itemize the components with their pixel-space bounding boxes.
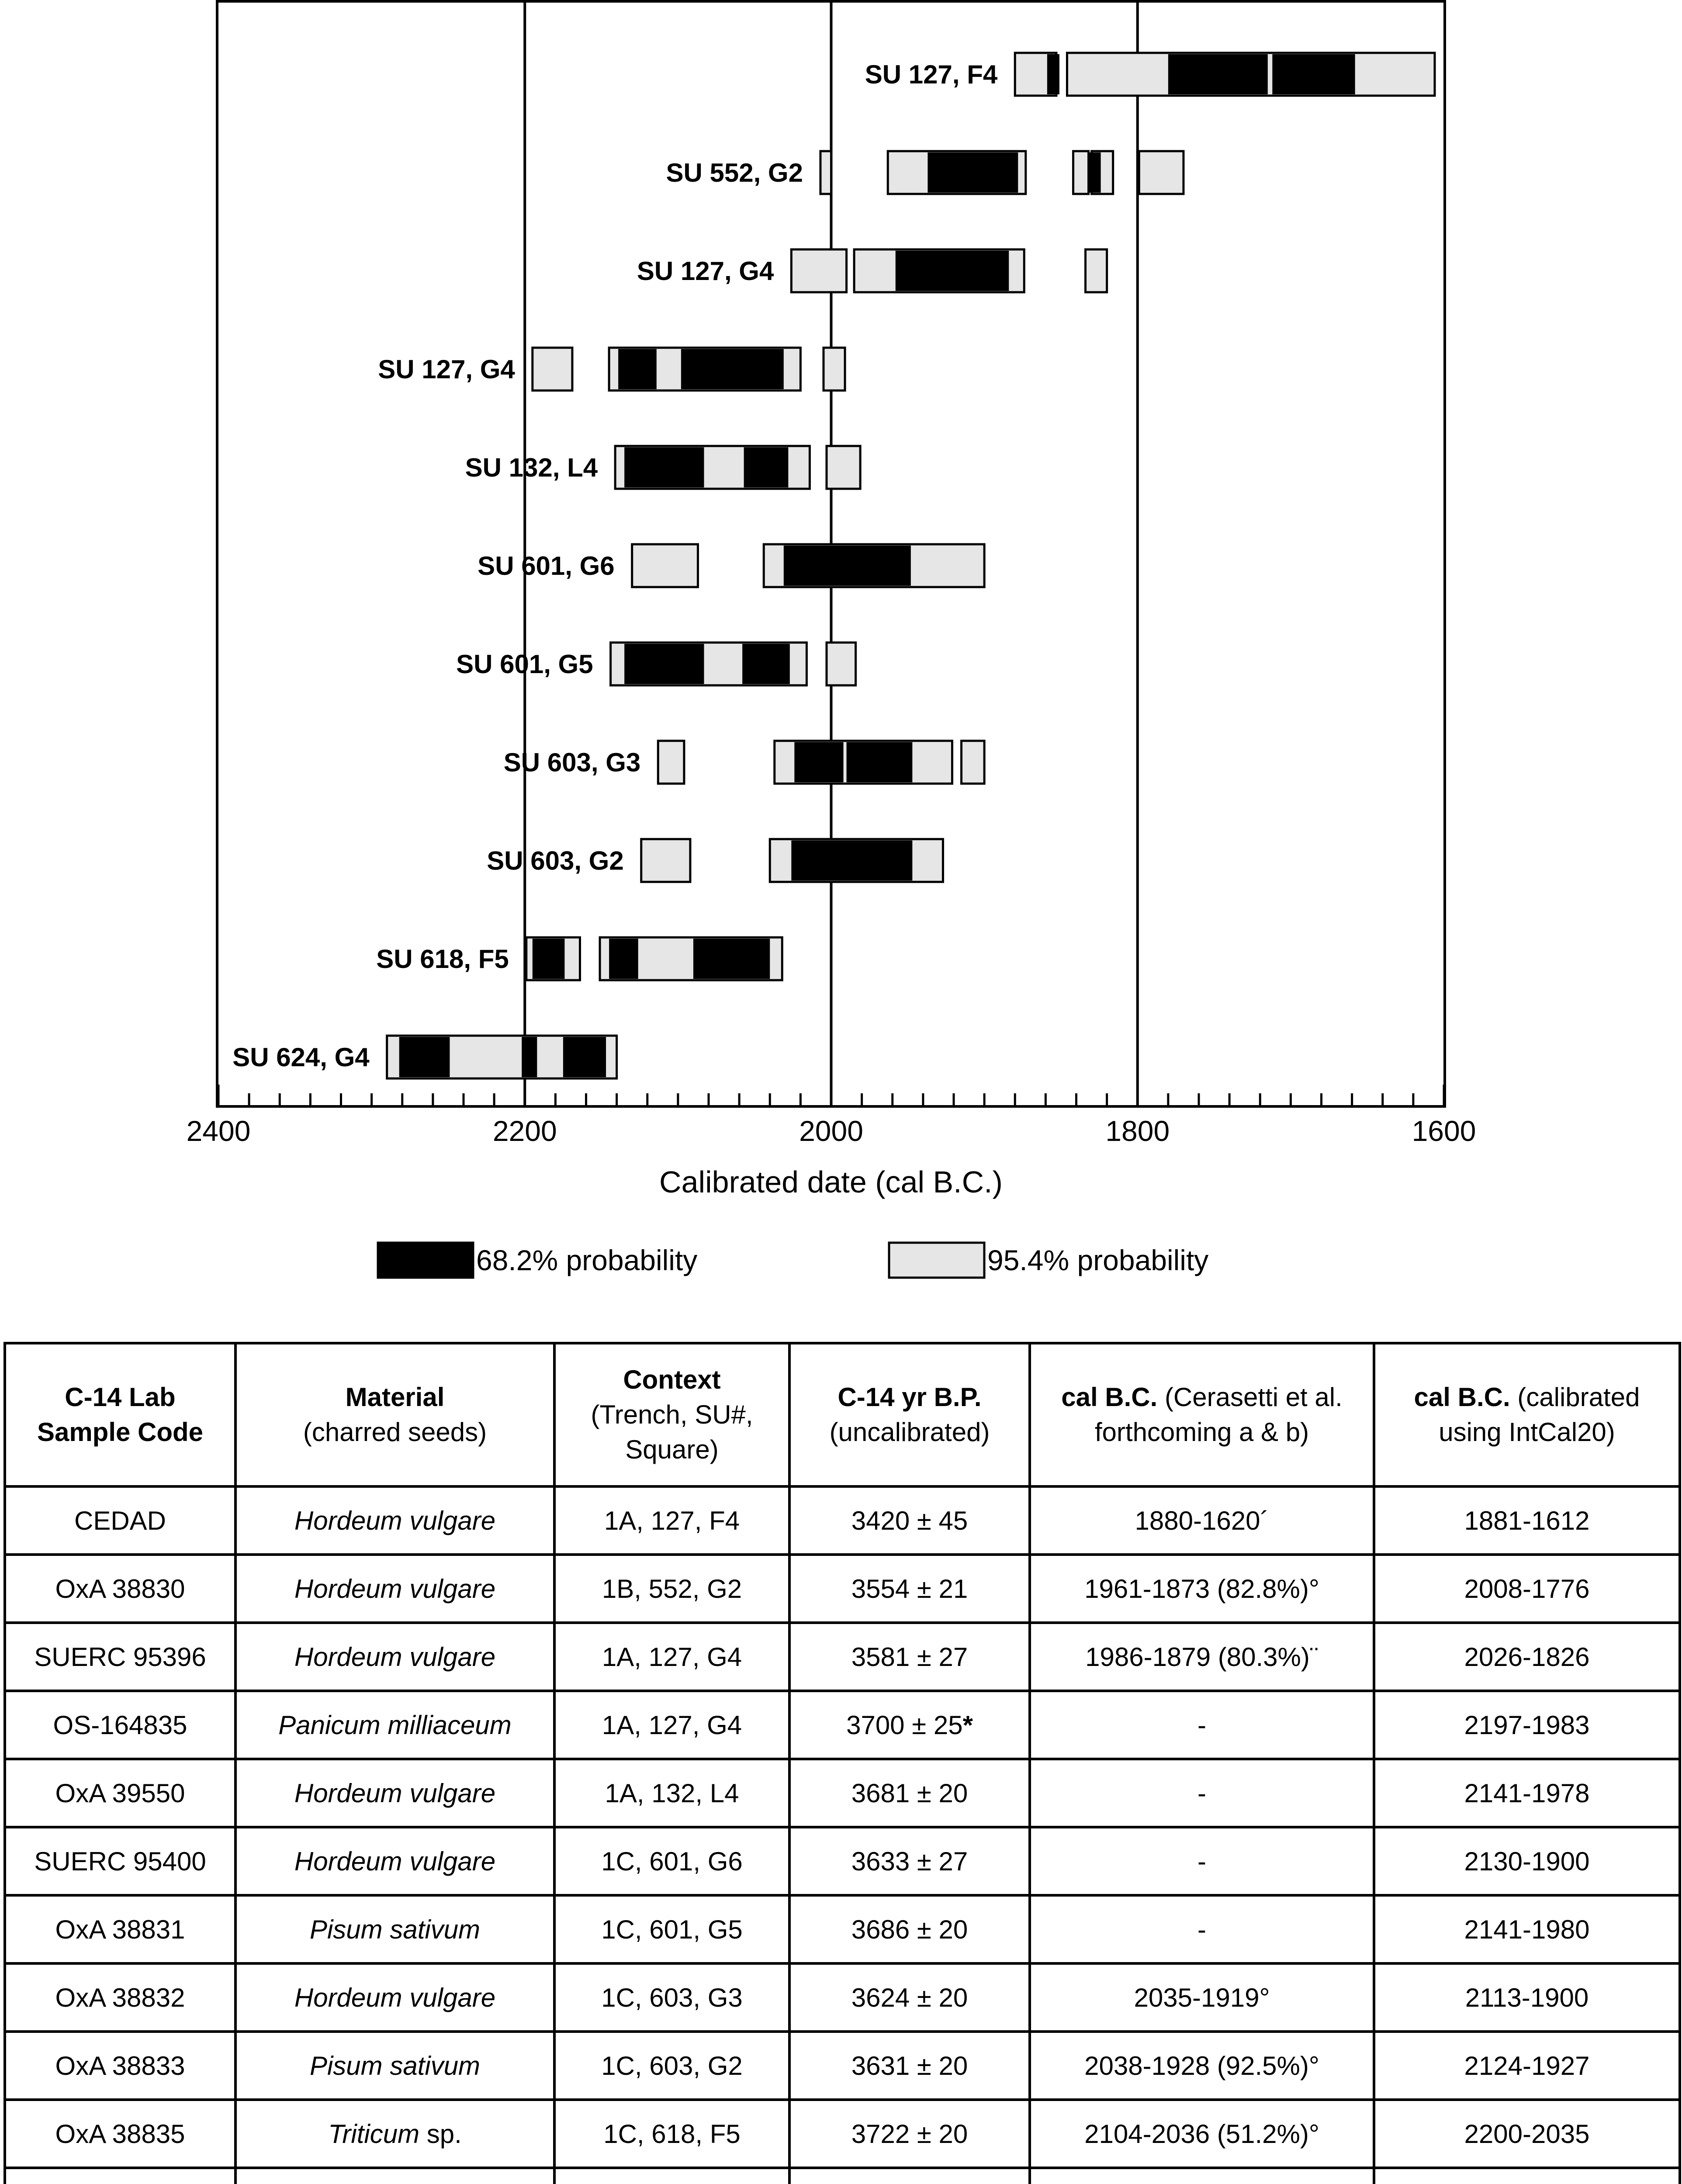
context: 1A, 127, G4 [602,1710,742,1740]
range-68-bar [693,939,770,979]
bp-value: 3554 ± 21 [851,1574,968,1603]
lab-code: OxA 38830 [55,1574,185,1603]
lab-code-cell [5,1486,235,1555]
bp-cell [789,2032,1030,2100]
sample-row [387,1036,617,1078]
lab-code-cell [5,1963,235,2032]
context: 1A, 127, F4 [604,1506,740,1535]
range-95-bar [962,741,985,784]
cerasetti-range: - [1197,1846,1206,1876]
intcal-cell [1374,1691,1680,1759]
cerasetti-cell [1030,2100,1374,2168]
context: 1A, 127, G4 [602,1642,742,1672]
intcal-cell [1374,1759,1680,1827]
intcal-range: 2141-1980 [1464,1914,1590,1944]
intcal-range: 2008-1776 [1464,1574,1590,1603]
cerasetti-range: 2038-1928 (92.5%)° [1084,2051,1319,2080]
material-cell [235,1827,554,1895]
bp-value: 3581 ± 27 [851,1642,968,1672]
cerasetti-range: 2035-1919° [1134,1983,1270,2012]
bp-cell [789,1555,1030,1623]
sample-label: SU 603, G3 [503,748,641,777]
bp-value: 3420 ± 45 [851,1506,968,1535]
lab-code-cell [5,2100,235,2168]
material-cell [235,1963,554,2032]
legend-swatch-95 [889,1243,984,1278]
cerasetti-cell [1030,1555,1374,1623]
lab-code-cell [5,1623,235,1691]
range-68-bar [522,1037,537,1077]
range-68-bar [742,644,790,684]
cerasetti-cell [1030,1623,1374,1691]
table-row [5,1963,1680,2032]
range-95-bar [791,249,846,292]
radiocarbon-table [3,1342,1681,2184]
material-name: Pisum sativum [309,2051,481,2080]
range-95-bar [641,839,690,882]
lab-code-cell [5,2032,235,2100]
bp-value: 3722 ± 20 [851,2119,968,2149]
legend-label: 68.2% probability [476,1244,698,1276]
header-normal-text: (uncalibrated) [829,1417,990,1447]
table-row [5,2168,1680,2184]
column-header [1030,1343,1374,1486]
context-cell [554,1759,789,1827]
bp-mark: * [962,1710,973,1740]
cerasetti-cell [1030,1895,1374,1963]
intcal-cell [1374,1827,1680,1895]
lab-code: OS-164835 [53,1710,187,1740]
context-cell [554,1827,789,1895]
material-cell [235,1895,554,1963]
bp-cell [789,2168,1030,2184]
sample-label: SU 127, G4 [637,256,774,286]
x-axis-title: Calibrated date (cal B.C.) [659,1165,1003,1199]
range-68-bar [618,349,657,389]
bp-cell [789,1827,1030,1895]
material-name: Hordeum vulgare [294,1506,496,1535]
range-68-bar [784,546,911,586]
header-bold-text: cal B.C. [1061,1382,1158,1412]
header-bold-text: Context [623,1365,721,1394]
lab-code: OxA 38835 [55,2119,185,2149]
header-normal-text: (charred seeds) [303,1417,487,1447]
sample-row [641,839,943,882]
cerasetti-cell [1030,1827,1374,1895]
intcal-range: 2130-1900 [1464,1846,1590,1876]
intcal-range: 2200-2035 [1464,2119,1590,2149]
sample-row [791,249,1107,292]
intcal-cell [1374,2168,1680,2184]
lab-code: SUERC 95400 [34,1846,206,1876]
bp-value: 3681 ± 20 [851,1778,968,1808]
tick-label: 2400 [186,1115,251,1147]
material-name: Hordeum vulgare [294,1642,496,1672]
cerasetti-cell [1030,2168,1374,2184]
material-name: Pisum sativum [309,1914,481,1944]
column-header [235,1343,554,1486]
intcal-cell [1374,2032,1680,2100]
context-cell [554,1486,789,1555]
intcal-cell [1374,1623,1680,1691]
header-normal-text: (calibrated using IntCal20) [1439,1382,1640,1447]
range-95-bar [1073,151,1088,194]
range-68-bar [1272,54,1355,94]
context: 1C, 603, G2 [601,2051,743,2080]
legend-swatch-68 [378,1243,473,1278]
cerasetti-cell [1030,2032,1374,2100]
header-bold-text: cal B.C. [1414,1382,1510,1412]
table-row [5,1691,1680,1759]
sample-label: SU 552, G2 [666,158,803,187]
material-name: Hordeum vulgare [294,1846,496,1876]
sample-row [820,151,1184,194]
lab-code: OxA 38833 [55,2051,185,2080]
range-68-bar [399,1037,450,1077]
range-68-bar [624,644,704,684]
range-68-bar [896,251,1009,291]
column-header [554,1343,789,1486]
range-68-bar [1089,152,1101,193]
table-row [5,2032,1680,2100]
range-68-bar [791,840,912,881]
bp-cell [789,1895,1030,1963]
material-cell [235,1759,554,1827]
range-68-bar [847,742,913,782]
context: 1C, 601, G6 [601,1846,743,1876]
lab-code-cell [5,1827,235,1895]
cerasetti-cell [1030,1691,1374,1759]
sample-label: SU 127, F4 [865,60,998,89]
range-95-bar [827,446,860,489]
sample-row [658,741,984,784]
material-cell [235,1623,554,1691]
range-95-bar [1086,249,1107,292]
cerasetti-range: - [1197,1710,1206,1740]
legend-label: 95.4% probability [987,1244,1209,1276]
range-68-bar [794,742,843,782]
bp-value: 3633 ± 27 [851,1846,968,1876]
intcal-cell [1374,2100,1680,2168]
lab-code-cell [5,2168,235,2184]
context: 1C, 601, G5 [601,1914,743,1944]
context: 1B, 552, G2 [602,1574,742,1603]
intcal-cell [1374,1486,1680,1555]
column-header [1374,1343,1680,1486]
sample-label: SU 618, F5 [376,944,509,974]
header-normal-text: (Trench, SU#, Square) [591,1400,753,1464]
cerasetti-cell [1030,1486,1374,1555]
material-cell [235,2100,554,2168]
material-cell [235,1555,554,1623]
column-header [5,1343,235,1486]
material-name: Panicum milliaceum [278,1710,512,1740]
tick-label: 2200 [492,1115,557,1147]
column-header [789,1343,1030,1486]
context-cell [554,1555,789,1623]
material-cell [235,1691,554,1759]
material-suffix: sp. [419,2119,462,2149]
lab-code-cell [5,1691,235,1759]
material-name: Hordeum vulgare [294,1778,496,1808]
lab-code-cell [5,1895,235,1963]
range-95-bar [632,544,698,587]
range-68-bar [1168,54,1268,94]
range-95-bar [820,151,831,194]
table-row [5,2100,1680,2168]
material-name: Hordeum vulgare [294,1574,496,1603]
intcal-range: 2197-1983 [1464,1710,1590,1740]
header-bold-text: C-14 Lab Sample Code [37,1382,204,1447]
cerasetti-cell [1030,1759,1374,1827]
sample-row [632,544,984,587]
lab-code: CEDAD [74,1506,166,1535]
table-row [5,1623,1680,1691]
lab-code: OxA 38831 [55,1914,185,1944]
context: 1C, 618, F5 [603,2119,741,2149]
bp-value: 3624 ± 20 [851,1983,968,2012]
cerasetti-range: - [1197,1914,1206,1944]
intcal-range: 2026-1826 [1464,1642,1590,1672]
context-cell [554,1691,789,1759]
range-95-bar [533,348,572,390]
bp-cell [789,1963,1030,2032]
bp-cell [789,1486,1030,1555]
header-bold-text: Material [345,1382,445,1412]
context-cell [554,2168,789,2184]
sample-label: SU 601, G6 [478,551,615,581]
intcal-range: 2124-1927 [1464,2051,1590,2080]
range-68-bar [928,152,1018,193]
intcal-cell [1374,1555,1680,1623]
lab-code: SUERC 95396 [34,1642,206,1672]
intcal-range: 2141-1978 [1464,1778,1590,1808]
bp-cell [789,1623,1030,1691]
sample-row [533,348,845,390]
sample-row [615,446,860,489]
sample-row [611,643,856,685]
material-name: Hordeum vulgare [294,1983,496,2012]
table-row [5,1827,1680,1895]
sample-label: SU 624, G4 [232,1043,370,1072]
tick-label: 1600 [1412,1115,1476,1147]
bp-value: 3631 ± 20 [851,2051,968,2080]
context: 1A, 132, L4 [605,1778,739,1808]
sample-row [1015,53,1435,96]
table-row [5,1555,1680,1623]
range-68-bar [609,939,638,979]
sample-row [526,937,782,980]
cerasetti-range: 1880-1620´ [1135,1506,1269,1535]
header-normal-text: (Cerasetti et al. forthcoming a & b) [1094,1382,1343,1447]
table-row [5,1759,1680,1827]
header-bold-text: C-14 yr B.P. [838,1382,982,1412]
range-68-bar [533,939,565,979]
material-cell [235,1486,554,1555]
table-row [5,1486,1680,1555]
range-68-bar [1047,54,1059,94]
tick-label: 2000 [799,1115,863,1147]
intcal-cell [1374,1895,1680,1963]
intcal-range: 2113-1900 [1465,1983,1589,2012]
bp-cell [789,1691,1030,1759]
range-95-bar [824,348,845,390]
lab-code-cell [5,1555,235,1623]
intcal-range: 1881-1612 [1464,1506,1590,1535]
sample-label: SU 132, L4 [465,453,598,482]
cerasetti-cell [1030,1963,1374,2032]
bp-value: 3700 ± 25 [846,1710,963,1740]
table-row [5,1895,1680,1963]
cerasetti-range: 1961-1873 (82.8%)° [1084,1574,1319,1603]
range-68-bar [681,349,784,389]
cerasetti-range: 2104-2036 (51.2%)° [1084,2119,1319,2149]
context-cell [554,2032,789,2100]
lab-code: OxA 38832 [55,1983,185,2012]
cerasetti-range: - [1197,1778,1206,1808]
range-68-bar [624,447,704,487]
bp-value: 3686 ± 20 [851,1914,968,1944]
range-95-bar [658,741,684,784]
range-95-bar [827,643,856,685]
sample-label: SU 603, G2 [487,846,624,875]
lab-code-cell [5,1759,235,1827]
context-cell [554,1963,789,2032]
context-cell [554,1623,789,1691]
bp-cell [789,2100,1030,2168]
range-95-bar [1139,151,1184,194]
tick-label: 1800 [1105,1115,1170,1147]
intcal-cell [1374,1963,1680,2032]
cerasetti-range: 1986-1879 (80.3%)¨ [1085,1642,1319,1672]
range-68-bar [563,1037,606,1077]
bp-cell [789,1759,1030,1827]
context: 1C, 603, G3 [601,1983,743,2012]
material-name: Triticum [328,2119,420,2149]
sample-label: SU 601, G5 [456,650,593,679]
sample-label: SU 127, G4 [378,355,515,384]
range-68-bar [744,447,789,487]
context-cell [554,1895,789,1963]
table-header-row [5,1343,1680,1486]
material-cell [235,2032,554,2100]
context-cell [554,2100,789,2168]
lab-code: OxA 39550 [55,1778,185,1808]
material-cell [235,2168,554,2184]
